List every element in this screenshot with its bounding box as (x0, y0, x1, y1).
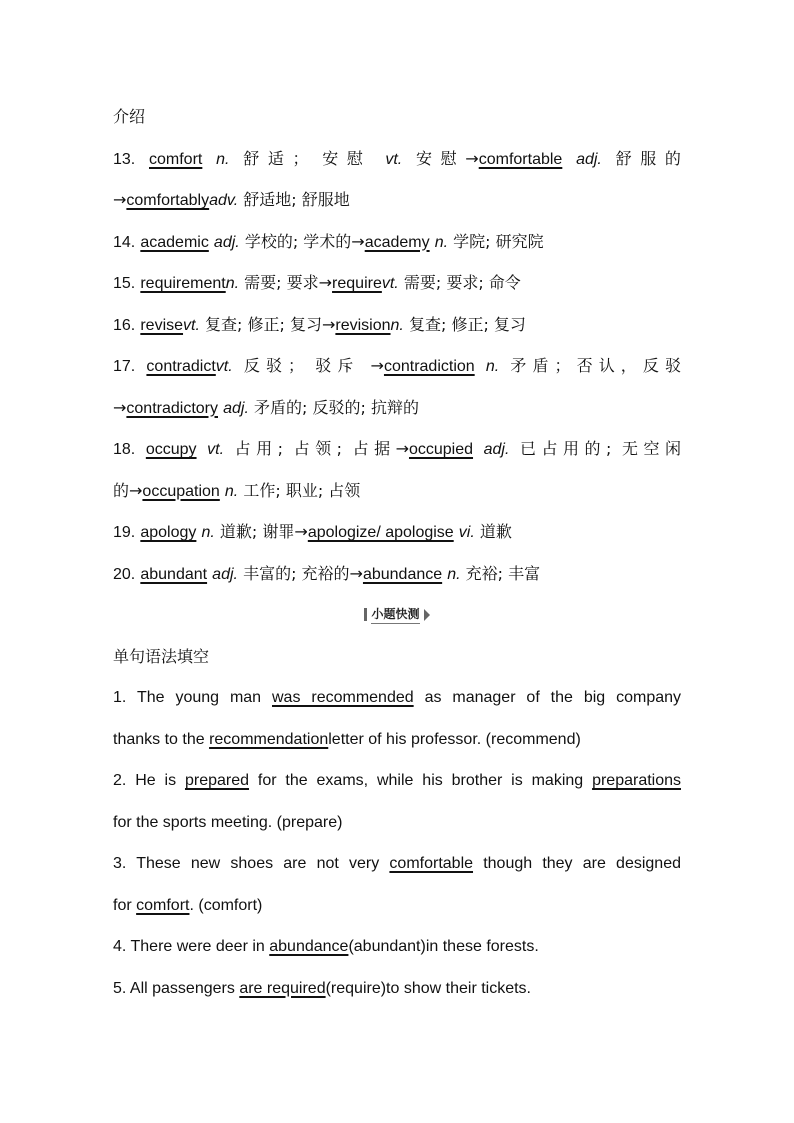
part-of-speech: vi. (458, 524, 475, 541)
item-number: 17. (113, 358, 136, 375)
question-3-cont (113, 885, 681, 927)
badge-bar-icon (364, 608, 367, 621)
definition: 舒适； 安慰 (243, 148, 372, 168)
vocab-item-17 (113, 345, 681, 387)
vocab-item-18-cont (113, 470, 681, 512)
answer-word: contradict (146, 358, 216, 375)
item-number: 15. (113, 275, 136, 292)
part-of-speech: n. (434, 233, 449, 251)
item-number: 16. (113, 316, 136, 334)
part-of-speech: n. (390, 316, 404, 334)
answer-word: academic (140, 233, 209, 251)
part-of-speech: vt. (385, 150, 403, 168)
answer-word: apologize/ apologise (307, 524, 454, 541)
part-of-speech: adv. (209, 192, 239, 209)
definition: 舒适地; 舒服地 (243, 190, 350, 209)
vocab-item-16 (113, 304, 681, 346)
definition: 丰富的; 充裕的→ (243, 563, 363, 583)
part-of-speech: adj. (213, 233, 240, 251)
part-of-speech: n. (225, 275, 240, 292)
section-badge-row (113, 594, 681, 636)
question-2-cont (113, 802, 681, 844)
answer-word: contradictory (126, 399, 218, 417)
vocab-item-20 (113, 553, 681, 595)
answer-word: abundance (362, 565, 443, 583)
question-text: 3. These new shoes are not very (113, 855, 380, 872)
question-text: 5. All passengers (113, 979, 235, 997)
question-text: for the exams, while his brother is making (257, 772, 584, 789)
part-of-speech: vt. (215, 358, 233, 375)
arrow: → (113, 190, 127, 209)
answer-word: comfortably (126, 192, 210, 209)
vocab-item-13 (113, 138, 681, 180)
answer-word: occupy (145, 441, 197, 458)
question-text: 4. There were deer in (113, 938, 265, 955)
part-of-speech: n. (224, 482, 239, 500)
definition: 充裕; 丰富 (465, 563, 541, 583)
question-1-cont (113, 719, 681, 761)
answer-word: revision (335, 316, 391, 334)
part-of-speech: adj. (212, 565, 238, 583)
question-text: (require)to show their tickets. (325, 979, 531, 997)
definition: 需要; 要求; 命令 (403, 273, 521, 292)
question-3 (113, 843, 681, 885)
question-text: (abundant)in these forests. (348, 938, 539, 955)
question-5 (113, 968, 681, 1010)
document-page (113, 96, 681, 1009)
vocab-item-14 (113, 221, 681, 263)
section-badge (362, 605, 431, 624)
definition: 学校的; 学术的→ (244, 231, 365, 251)
part-of-speech: vt. (207, 441, 225, 458)
answer-word: revise (140, 316, 184, 334)
vocab-item-15 (113, 262, 681, 304)
definition: 复查; 修正; 复习 (408, 314, 526, 334)
item-number: 20. (113, 565, 136, 583)
item-number: 13. (113, 150, 136, 168)
question-text: letter of his professor. (recommend) (328, 730, 581, 748)
part-of-speech: n. (447, 565, 461, 583)
definition: 工作; 职业; 占领 (243, 480, 361, 500)
definition: 安慰→ (415, 148, 479, 168)
part-of-speech: adj. (223, 399, 249, 417)
answer-word: contradiction (383, 358, 475, 375)
vocab-item-19 (113, 511, 681, 553)
question-text: thanks to the (113, 730, 205, 748)
part-of-speech: n. (216, 150, 230, 168)
part-of-speech: vt. (381, 275, 399, 292)
question-2 (113, 760, 681, 802)
definition: 反驳； 驳斥 → (243, 356, 384, 375)
answer-blank: are required (239, 979, 326, 997)
answer-word: occupation (142, 482, 220, 500)
section-title: 单句语法填空 (113, 646, 210, 666)
definition: 的→ (113, 480, 143, 500)
badge-label: 小题快测 (371, 605, 419, 624)
definition: 道歉; 谢罪→ (219, 522, 308, 541)
part-of-speech: vt. (183, 316, 200, 334)
question-text: 1. The young man (113, 689, 262, 706)
answer-blank: prepared (184, 772, 250, 789)
answer-word: academy (364, 233, 430, 251)
answer-word: comfortable (478, 150, 563, 168)
item-number: 19. (113, 524, 136, 541)
definition: 复查; 修正; 复习→ (205, 314, 336, 334)
part-of-speech: n. (201, 524, 215, 541)
item-number: 14. (113, 233, 136, 251)
answer-blank: was recommended (272, 689, 414, 706)
definition: 占用; 占领; 占据→ (234, 439, 409, 458)
vocab-item-17-cont (113, 387, 681, 429)
answer-blank: preparations (592, 772, 681, 789)
vocab-item-18 (113, 428, 681, 470)
question-1 (113, 677, 681, 719)
question-4 (113, 926, 681, 968)
definition: 需要; 要求→ (244, 273, 333, 292)
intro-text: 介绍 (113, 107, 146, 126)
answer-word: require (332, 275, 382, 292)
arrow: → (113, 397, 127, 417)
answer-blank: comfort (136, 896, 190, 914)
definition: 矛盾；否认，反驳 (510, 356, 681, 375)
item-number: 18. (113, 441, 136, 458)
vocab-item-13-cont (113, 179, 681, 221)
answer-word: comfort (149, 150, 203, 168)
definition: 舒服的 (615, 148, 681, 168)
definition: 学院; 研究院 (453, 231, 544, 251)
question-text: 2. He is (113, 772, 177, 789)
part-of-speech: n. (485, 358, 500, 375)
badge-arrow-icon (424, 609, 430, 621)
answer-blank: abundance (269, 938, 349, 955)
answer-blank: recommendation (209, 730, 329, 748)
definition: 道歉 (479, 522, 512, 541)
part-of-speech: adj. (576, 150, 602, 168)
answer-blank: comfortable (389, 855, 474, 872)
question-text: for the sports meeting. (prepare) (113, 813, 343, 831)
question-text: . (comfort) (189, 896, 263, 914)
answer-word: requirement (140, 275, 226, 292)
definition: 已占用的; 无空闲 (520, 439, 681, 458)
question-text: though they are designed (483, 855, 681, 872)
question-text: for (113, 896, 132, 914)
part-of-speech: adj. (483, 441, 510, 458)
answer-word: abundant (140, 565, 208, 583)
question-text: as manager of the big company (424, 689, 681, 706)
answer-word: apology (140, 524, 197, 541)
definition: 矛盾的; 反驳的; 抗辩的 (253, 397, 419, 417)
answer-word: occupied (408, 441, 474, 458)
